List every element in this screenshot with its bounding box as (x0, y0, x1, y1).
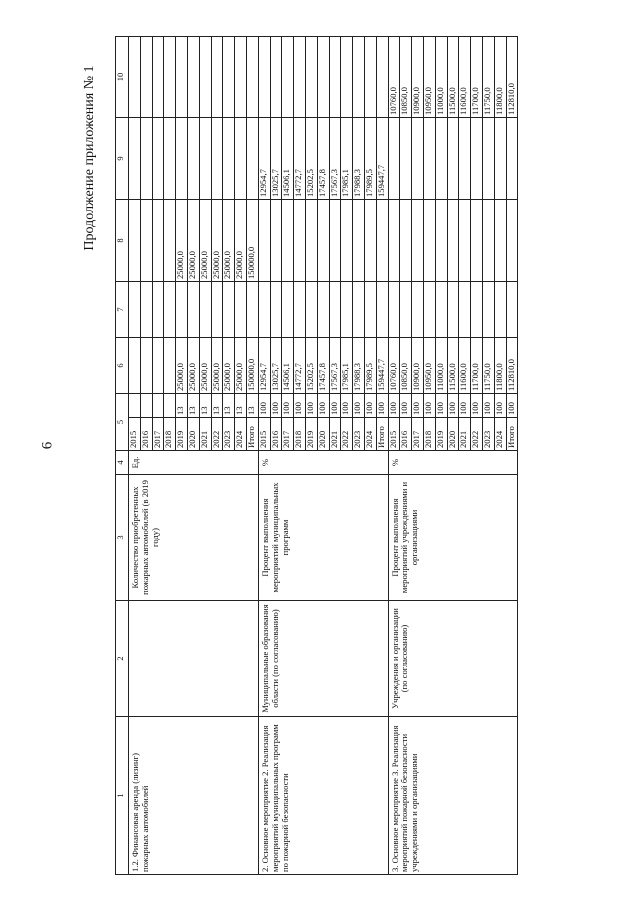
header-cell-4: 4 (116, 451, 129, 475)
value-col7 (471, 282, 483, 338)
section-3-col3: Процент выполнения мероприятий учреждениями и организациями (388, 475, 518, 601)
value-col6: 17989,5 (364, 338, 376, 394)
value-col10: 11750,0 (482, 37, 494, 118)
value-col6: 11750,0 (482, 338, 494, 394)
header-row (116, 37, 129, 875)
table-row (388, 37, 400, 875)
value-col8: 150000,0 (246, 200, 258, 282)
program-table-container (115, 37, 640, 872)
value-col9 (388, 118, 400, 200)
value-col9 (129, 118, 141, 200)
year-cell: 2023 (353, 418, 365, 451)
value-col9 (187, 118, 199, 200)
value-col10 (341, 37, 353, 118)
value-col7 (435, 282, 447, 338)
value-col8: 25000,0 (211, 200, 223, 282)
year-cell: 2016 (400, 418, 412, 451)
value-col9 (140, 118, 152, 200)
value-col9: 17985,1 (341, 118, 353, 200)
value-col8 (447, 200, 459, 282)
value-col6: 25000,0 (187, 338, 199, 394)
value-col5: 100 (482, 394, 494, 418)
value-col6: 112810,0 (506, 338, 518, 394)
value-col9 (447, 118, 459, 200)
value-col7 (199, 282, 211, 338)
program-table-body (116, 37, 518, 875)
year-cell: Итого (376, 418, 388, 451)
value-col10 (235, 37, 247, 118)
value-col9 (246, 118, 258, 200)
value-col8 (400, 200, 412, 282)
value-col8 (282, 200, 294, 282)
value-col9: 159447,7 (376, 118, 388, 200)
value-col5: 100 (353, 394, 365, 418)
value-col9 (235, 118, 247, 200)
value-col10: 11000,0 (435, 37, 447, 118)
value-col5: 100 (258, 394, 270, 418)
value-col6: 13025,7 (270, 338, 282, 394)
year-cell: 2022 (471, 418, 483, 451)
value-col7 (388, 282, 400, 338)
value-col9 (199, 118, 211, 200)
value-col10 (152, 37, 164, 118)
value-col5: 13 (199, 394, 211, 418)
value-col9 (494, 118, 506, 200)
value-col9 (423, 118, 435, 200)
value-col8 (341, 200, 353, 282)
value-col7 (412, 282, 424, 338)
value-col6 (152, 338, 164, 394)
value-col5: 100 (317, 394, 329, 418)
value-col6 (164, 338, 176, 394)
value-col8 (471, 200, 483, 282)
value-col10 (246, 37, 258, 118)
section-3-col1: 3. Основное мероприятие 3. Реализация мероприятий пожарной безопасности учреждениями и организациями (388, 717, 518, 875)
section-3-col4: % (388, 451, 518, 475)
value-col10 (353, 37, 365, 118)
value-col10: 11500,0 (447, 37, 459, 118)
value-col10 (211, 37, 223, 118)
value-col5: 100 (412, 394, 424, 418)
year-cell: 2017 (412, 418, 424, 451)
year-cell: Итого (246, 418, 258, 451)
value-col5: 13 (187, 394, 199, 418)
value-col5: 100 (376, 394, 388, 418)
value-col5: 13 (176, 394, 188, 418)
value-col9 (506, 118, 518, 200)
value-col6: 11800,0 (494, 338, 506, 394)
value-col8 (270, 200, 282, 282)
year-cell: 2023 (223, 418, 235, 451)
value-col6: 25000,0 (223, 338, 235, 394)
value-col9: 17457,8 (317, 118, 329, 200)
value-col7 (270, 282, 282, 338)
value-col5: 100 (506, 394, 518, 418)
appendix-title: Продолжение приложения № 1 (82, 65, 97, 251)
year-cell: 2021 (459, 418, 471, 451)
value-col10: 11600,0 (459, 37, 471, 118)
value-col6: 10900,0 (412, 338, 424, 394)
value-col10: 11700,0 (471, 37, 483, 118)
value-col8 (388, 200, 400, 282)
value-col10 (305, 37, 317, 118)
value-col8 (482, 200, 494, 282)
year-cell: 2022 (341, 418, 353, 451)
header-cell-1: 1 (116, 717, 129, 875)
value-col10 (164, 37, 176, 118)
value-col5: 100 (459, 394, 471, 418)
value-col7 (211, 282, 223, 338)
value-col5: 100 (471, 394, 483, 418)
value-col10 (329, 37, 341, 118)
value-col6: 17988,3 (353, 338, 365, 394)
value-col9: 12954,7 (258, 118, 270, 200)
value-col7 (364, 282, 376, 338)
value-col5 (164, 394, 176, 418)
value-col8: 25000,0 (223, 200, 235, 282)
year-cell: 2015 (388, 418, 400, 451)
value-col6: 12954,7 (258, 338, 270, 394)
value-col7 (447, 282, 459, 338)
header-cell-6: 6 (116, 338, 129, 394)
value-col10 (270, 37, 282, 118)
value-col5: 100 (400, 394, 412, 418)
value-col7 (282, 282, 294, 338)
value-col8 (317, 200, 329, 282)
value-col9: 14772,7 (294, 118, 306, 200)
value-col7 (140, 282, 152, 338)
value-col5: 100 (329, 394, 341, 418)
year-cell: 2018 (423, 418, 435, 451)
value-col7 (494, 282, 506, 338)
value-col9: 14506,1 (282, 118, 294, 200)
value-col5 (140, 394, 152, 418)
value-col7 (341, 282, 353, 338)
year-cell: 2015 (129, 418, 141, 451)
value-col10 (282, 37, 294, 118)
year-cell: 2021 (199, 418, 211, 451)
value-col9 (223, 118, 235, 200)
value-col10 (176, 37, 188, 118)
value-col6: 10950,0 (423, 338, 435, 394)
year-cell: 2016 (140, 418, 152, 451)
section-1-col2 (129, 601, 259, 717)
section-3-col2: Учреждения и организации (по согласованию) (388, 601, 518, 717)
value-col10: 10760,0 (388, 37, 400, 118)
year-cell: 2024 (494, 418, 506, 451)
value-col7 (235, 282, 247, 338)
year-cell: 2024 (235, 418, 247, 451)
value-col9 (164, 118, 176, 200)
year-cell: 2024 (364, 418, 376, 451)
value-col10: 10900,0 (412, 37, 424, 118)
value-col8 (364, 200, 376, 282)
value-col5: 100 (388, 394, 400, 418)
value-col7 (400, 282, 412, 338)
year-cell: 2022 (211, 418, 223, 451)
value-col8 (164, 200, 176, 282)
header-cell-5: 5 (116, 394, 129, 451)
page-number: 6 (39, 441, 56, 450)
value-col9 (435, 118, 447, 200)
value-col10 (129, 37, 141, 118)
value-col8 (376, 200, 388, 282)
value-col8 (305, 200, 317, 282)
value-col5: 100 (435, 394, 447, 418)
value-col6: 25000,0 (211, 338, 223, 394)
value-col5: 100 (364, 394, 376, 418)
section-1-col4: Ед. (129, 451, 259, 475)
value-col6: 17457,8 (317, 338, 329, 394)
value-col8 (423, 200, 435, 282)
value-col7 (258, 282, 270, 338)
value-col9: 17567,3 (329, 118, 341, 200)
value-col10 (258, 37, 270, 118)
value-col5: 100 (282, 394, 294, 418)
value-col7 (353, 282, 365, 338)
year-cell: 2015 (258, 418, 270, 451)
value-col7 (482, 282, 494, 338)
value-col5: 100 (341, 394, 353, 418)
value-col5: 100 (270, 394, 282, 418)
value-col5: 13 (223, 394, 235, 418)
header-cell-3: 3 (116, 475, 129, 601)
value-col8 (412, 200, 424, 282)
value-col6: 17985,1 (341, 338, 353, 394)
table-row (129, 37, 141, 875)
value-col9 (482, 118, 494, 200)
section-1-col1: 1.2. Финансовая аренда (лизинг) пожарных автомобилей (129, 717, 259, 875)
year-cell: 2021 (329, 418, 341, 451)
value-col6: 10850,0 (400, 338, 412, 394)
year-cell: 2017 (282, 418, 294, 451)
value-col9 (471, 118, 483, 200)
value-col10: 11800,0 (494, 37, 506, 118)
value-col8 (140, 200, 152, 282)
program-table (115, 36, 518, 875)
value-col9: 15202,5 (305, 118, 317, 200)
year-cell: 2016 (270, 418, 282, 451)
value-col8 (506, 200, 518, 282)
year-cell: 2019 (305, 418, 317, 451)
section-2-col3: Процент выполнения мероприятий муниципальных программ (258, 475, 388, 601)
year-cell: 2019 (435, 418, 447, 451)
year-cell: 2019 (176, 418, 188, 451)
value-col7 (305, 282, 317, 338)
value-col10 (294, 37, 306, 118)
value-col10 (140, 37, 152, 118)
value-col6: 14772,7 (294, 338, 306, 394)
value-col5: 100 (423, 394, 435, 418)
header-cell-7: 7 (116, 282, 129, 338)
year-cell: 2018 (164, 418, 176, 451)
value-col7 (164, 282, 176, 338)
value-col7 (223, 282, 235, 338)
value-col6: 25000,0 (199, 338, 211, 394)
value-col7 (129, 282, 141, 338)
value-col9 (412, 118, 424, 200)
value-col6: 11500,0 (447, 338, 459, 394)
header-cell-10: 10 (116, 37, 129, 118)
value-col10 (376, 37, 388, 118)
value-col6: 150000,0 (246, 338, 258, 394)
year-cell: 2020 (447, 418, 459, 451)
value-col8 (329, 200, 341, 282)
value-col10: 112810,0 (506, 37, 518, 118)
value-col8 (258, 200, 270, 282)
value-col8 (494, 200, 506, 282)
section-2-col1: 2. Основное мероприятие 2. Реализация мероприятий муниципальных программ по пожарной безопасности (258, 717, 388, 875)
year-cell: 2018 (294, 418, 306, 451)
year-cell: 2017 (152, 418, 164, 451)
value-col8: 25000,0 (176, 200, 188, 282)
value-col9: 17989,5 (364, 118, 376, 200)
value-col6: 25000,0 (176, 338, 188, 394)
program-table-rotated (115, 37, 591, 875)
value-col9: 17988,3 (353, 118, 365, 200)
value-col7 (246, 282, 258, 338)
value-col10 (223, 37, 235, 118)
value-col8 (152, 200, 164, 282)
value-col8: 25000,0 (199, 200, 211, 282)
value-col8 (129, 200, 141, 282)
value-col7 (176, 282, 188, 338)
value-col6: 11000,0 (435, 338, 447, 394)
value-col5: 100 (447, 394, 459, 418)
value-col8 (294, 200, 306, 282)
year-cell: 2023 (482, 418, 494, 451)
value-col6: 25000,0 (235, 338, 247, 394)
value-col9 (459, 118, 471, 200)
value-col7 (423, 282, 435, 338)
value-col7 (294, 282, 306, 338)
value-col7 (329, 282, 341, 338)
value-col10: 10850,0 (400, 37, 412, 118)
value-col6: 15202,5 (305, 338, 317, 394)
value-col6: 11600,0 (459, 338, 471, 394)
value-col7 (376, 282, 388, 338)
value-col7 (152, 282, 164, 338)
value-col8: 25000,0 (187, 200, 199, 282)
value-col6 (129, 338, 141, 394)
value-col9 (176, 118, 188, 200)
value-col6: 10760,0 (388, 338, 400, 394)
value-col10 (317, 37, 329, 118)
header-cell-8: 8 (116, 200, 129, 282)
year-cell: 2020 (187, 418, 199, 451)
value-col6: 14506,1 (282, 338, 294, 394)
value-col6: 159447,7 (376, 338, 388, 394)
value-col7 (506, 282, 518, 338)
value-col10 (199, 37, 211, 118)
value-col9 (211, 118, 223, 200)
value-col10: 10950,0 (423, 37, 435, 118)
value-col6: 17567,3 (329, 338, 341, 394)
value-col5 (129, 394, 141, 418)
value-col6 (140, 338, 152, 394)
value-col8: 25000,0 (235, 200, 247, 282)
value-col5 (152, 394, 164, 418)
value-col10 (187, 37, 199, 118)
value-col9 (152, 118, 164, 200)
section-2-col2: Муниципальные образования области (по согласованию) (258, 601, 388, 717)
value-col10 (364, 37, 376, 118)
section-2-col4: % (258, 451, 388, 475)
value-col9: 13025,7 (270, 118, 282, 200)
value-col6: 11700,0 (471, 338, 483, 394)
value-col8 (353, 200, 365, 282)
value-col5: 100 (305, 394, 317, 418)
value-col5: 100 (294, 394, 306, 418)
year-cell: Итого (506, 418, 518, 451)
section-1-col3: Количество приобретенных пожарных автомобилей (в 2019 году) (129, 475, 259, 601)
value-col5: 13 (246, 394, 258, 418)
value-col8 (435, 200, 447, 282)
header-cell-9: 9 (116, 118, 129, 200)
value-col5: 100 (494, 394, 506, 418)
value-col8 (459, 200, 471, 282)
table-row (258, 37, 270, 875)
value-col5: 13 (211, 394, 223, 418)
value-col7 (459, 282, 471, 338)
value-col5: 13 (235, 394, 247, 418)
header-cell-2: 2 (116, 601, 129, 717)
value-col7 (317, 282, 329, 338)
year-cell: 2020 (317, 418, 329, 451)
value-col9 (400, 118, 412, 200)
value-col7 (187, 282, 199, 338)
